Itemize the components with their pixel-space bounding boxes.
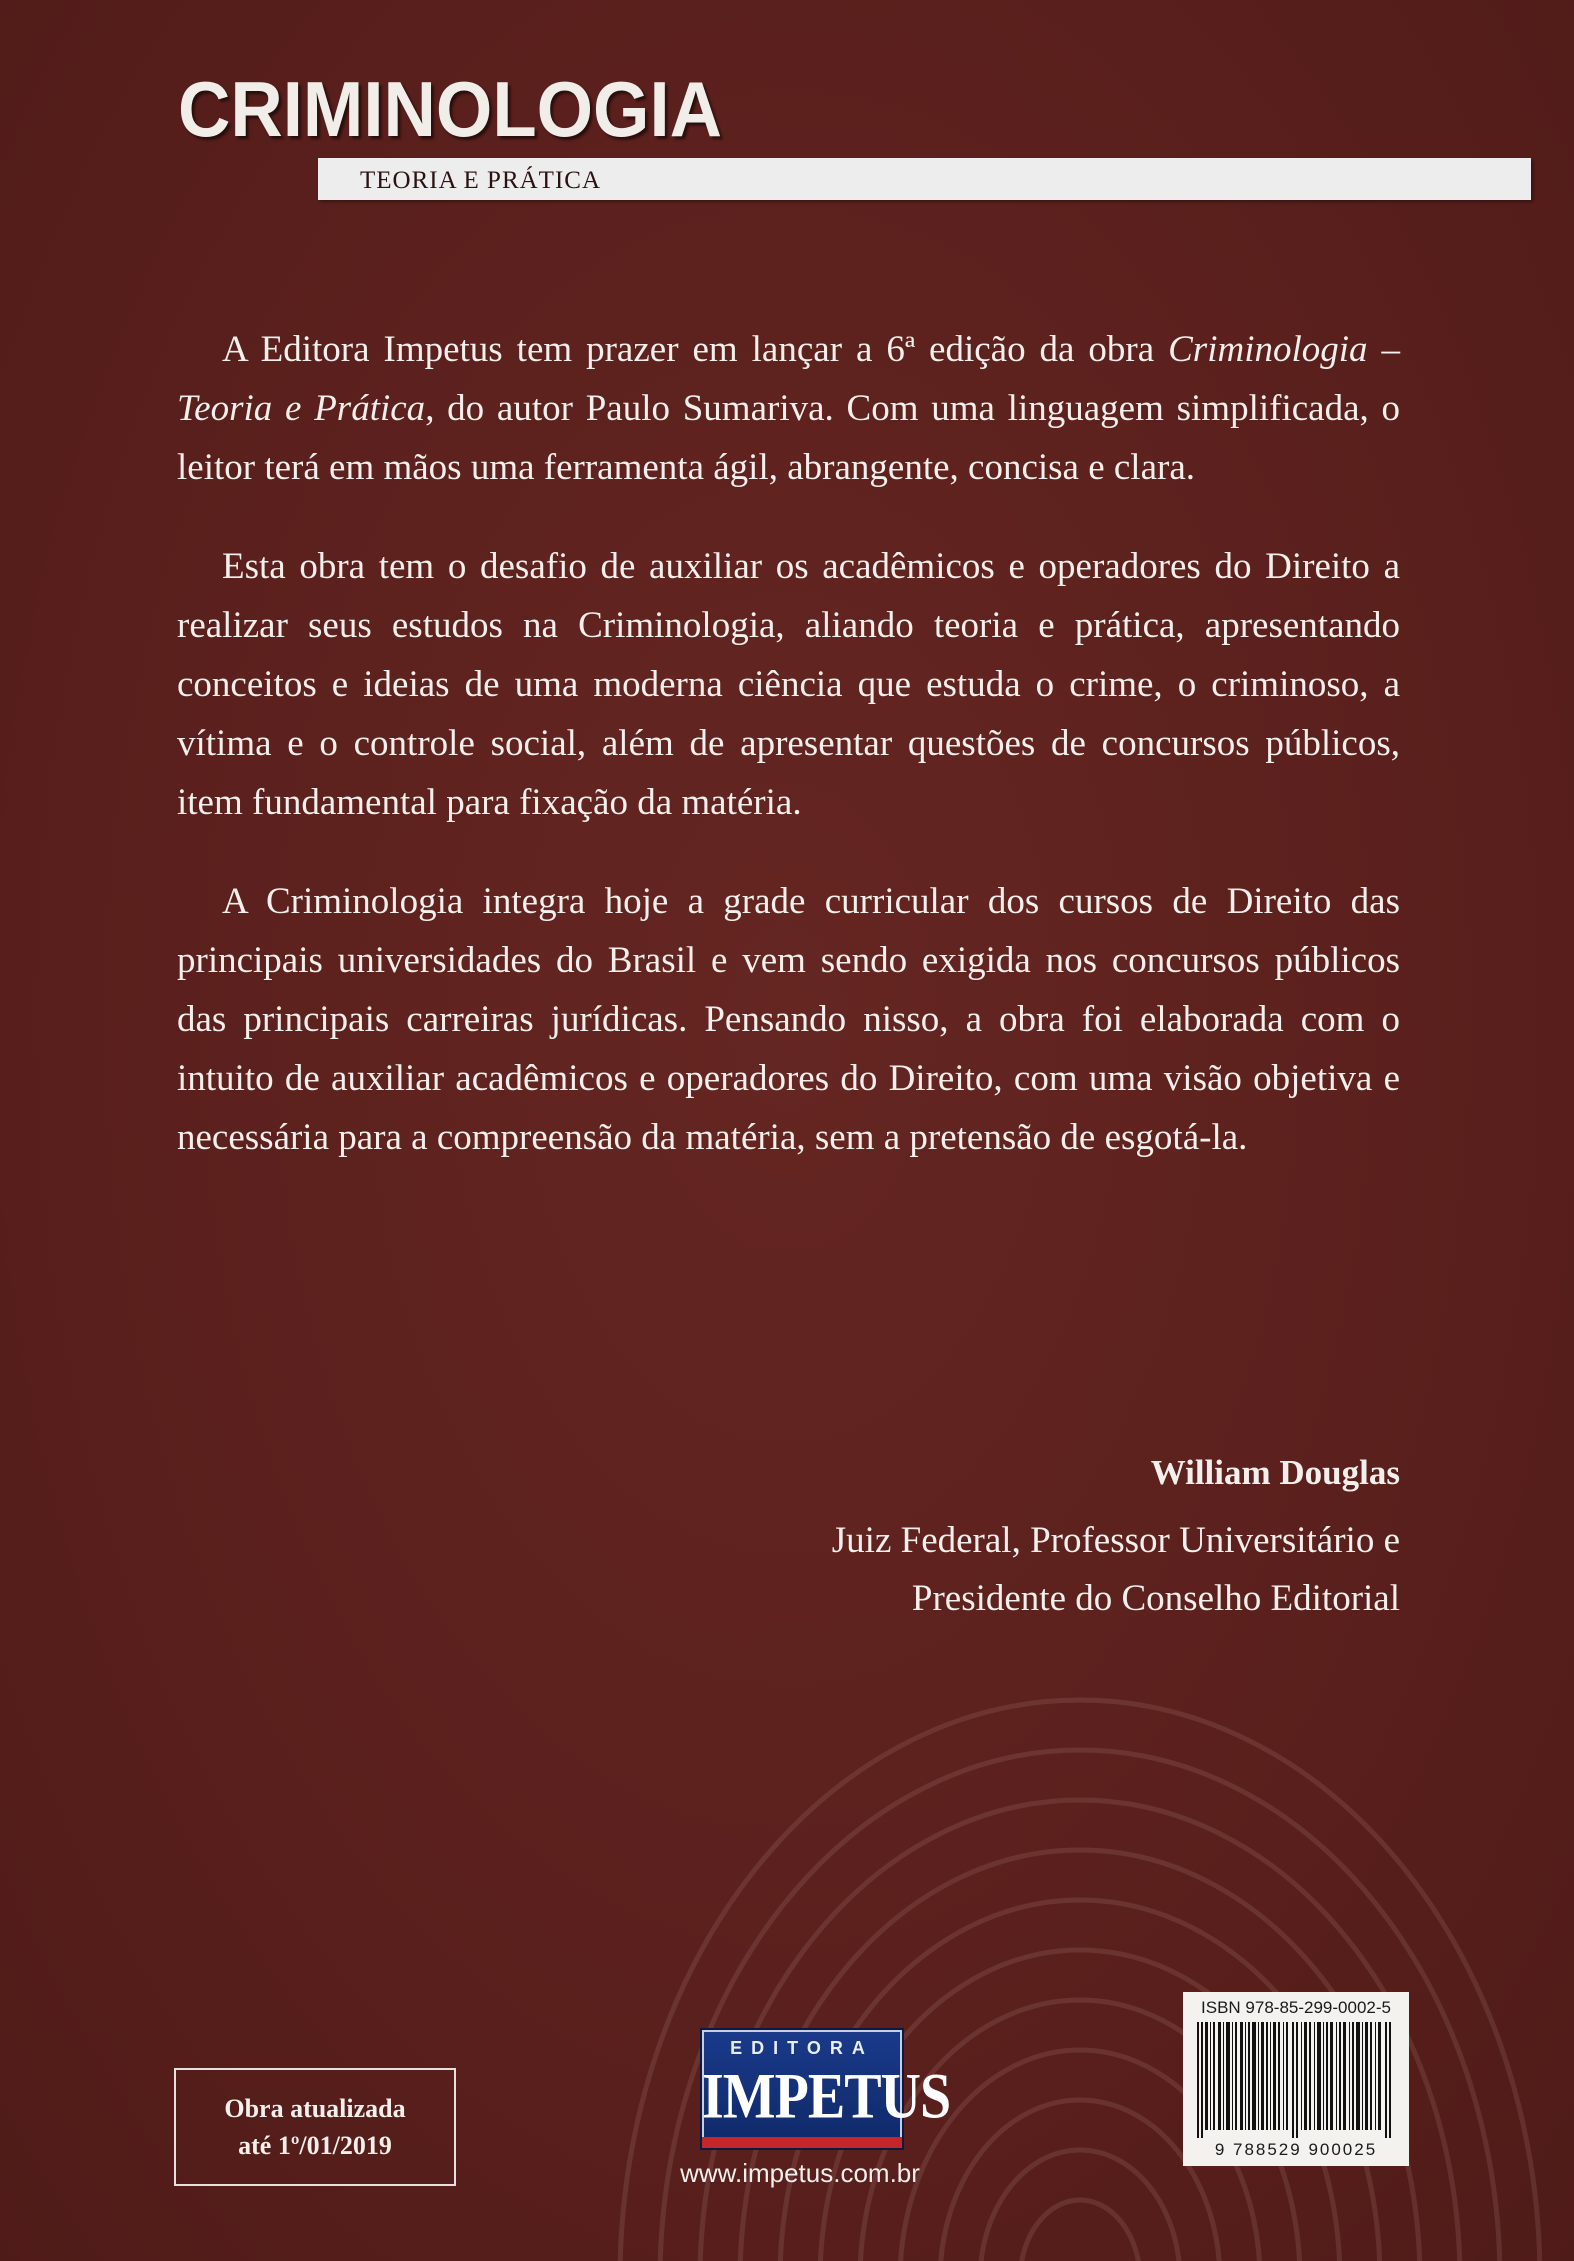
book-subtitle: TEORIA E PRÁTICA bbox=[360, 167, 601, 194]
barcode-icon bbox=[1197, 2022, 1395, 2138]
barcode-number: 9 788529 900025 bbox=[1214, 2140, 1378, 2159]
book-title: CRIMINOLOGIA bbox=[178, 65, 723, 153]
publisher-logo-top: EDITORA bbox=[730, 2038, 874, 2058]
publisher-website: www.impetus.com.br bbox=[680, 2158, 920, 2188]
signature-name: William Douglas bbox=[1150, 1453, 1400, 1492]
signature-block bbox=[832, 1444, 1400, 1628]
update-notice-line-1: Obra atualizada bbox=[224, 2094, 406, 2123]
update-notice-line-2: até 1º/01/2019 bbox=[238, 2131, 392, 2160]
subtitle-bar bbox=[318, 158, 1531, 200]
update-notice-box bbox=[174, 2068, 456, 2186]
barcode-box bbox=[1183, 1992, 1409, 2166]
blurb-paragraph-1: A Editora Impetus tem prazer em lançar a 6ª edição da obra Criminologia – Teoria e Prática, do autor Paulo Sumariva. Com uma linguagem simplificada, o leitor terá em mãos uma ferramenta ágil, abrangente, concisa e clara. bbox=[177, 329, 1401, 488]
publisher-logo-main: IMPETUS bbox=[702, 2061, 951, 2133]
book-title-italic: Criminologia – Teoria e Prática bbox=[177, 329, 1401, 429]
publisher-logo-stripe bbox=[702, 2137, 902, 2148]
blurb-text bbox=[177, 320, 1400, 1167]
title-block bbox=[178, 65, 763, 153]
signature-role-line-1: Juiz Federal, Professor Universitário e bbox=[831, 1520, 1400, 1561]
publisher-logo bbox=[700, 2028, 951, 2150]
blurb-paragraph-2: Esta obra tem o desafio de auxiliar os acadêmicos e operadores do Direito a realizar seus estudos na Criminologia, aliando teoria e prática, apresentando conceitos e ideias de uma moderna ciência que estuda o crime, o criminoso, a vítima e o controle social, além de apresentar questões de concursos públicos, item fundamental para fixação da matéria. bbox=[177, 546, 1400, 823]
blurb-paragraph-3: A Criminologia integra hoje a grade curricular dos cursos de Direito das principais universidades do Brasil e vem sendo exigida nos concursos públicos das principais carreiras jurídicas. Pensando nisso, a obra foi elaborada com o intuito de auxiliar acadêmicos e operadores do Direito, com uma visão objetiva e necessária para a compreensão da matéria, sem a pretensão de esgotá-la. bbox=[177, 881, 1400, 1158]
signature-role-line-2: Presidente do Conselho Editorial bbox=[911, 1578, 1400, 1619]
isbn-label: ISBN 978-85-299-0002-5 bbox=[1201, 1998, 1391, 2017]
